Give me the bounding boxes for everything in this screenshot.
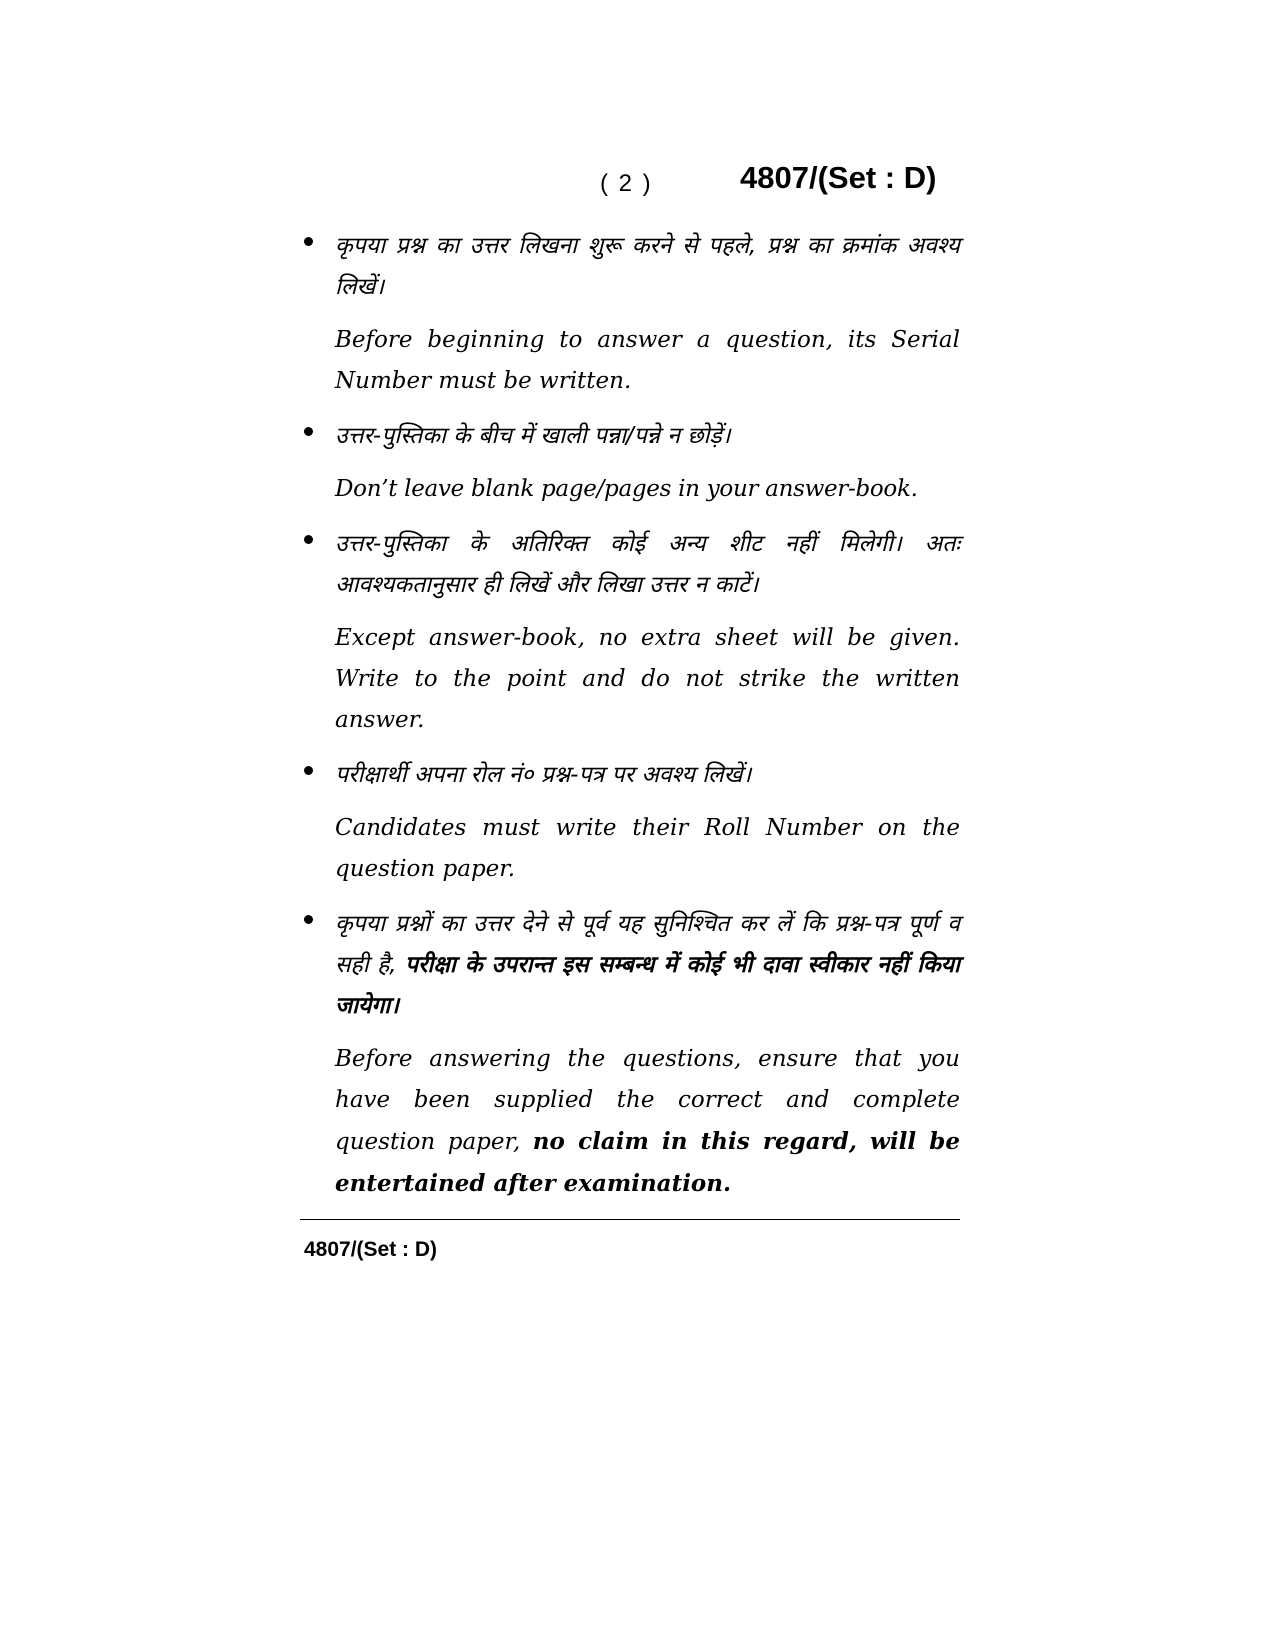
instruction-english-bold: no claim in this regard, will be entertained after examination. <box>335 1128 960 1197</box>
bullet-icon <box>304 535 313 544</box>
instruction-item <box>300 524 960 741</box>
instruction-item <box>300 904 960 1205</box>
instruction-hindi: परीक्षार्थी अपना रोल नं० प्रश्न-पत्र पर अवश्य लिखें। <box>335 762 752 788</box>
instruction-english <box>335 1039 960 1205</box>
page-number: ( 2 ) <box>600 170 653 197</box>
instruction-english: Don’t leave blank page/pages in your answer-book. <box>335 476 918 502</box>
divider-rule <box>300 1219 960 1220</box>
instruction-english-text: Before answering the questions, ensure that you have been supplied the correct and complete question paper, <box>335 1046 960 1155</box>
instruction-hindi: कृपया प्रश्न का उत्तर लिखना शुरू करने से पहले, प्रश्न का क्रमांक अवश्य लिखें। <box>335 233 960 300</box>
page-code: 4807/(Set : D) <box>740 160 937 195</box>
instruction-english: Except answer-book, no extra sheet will be given. Write to the point and do not strike the written answer. <box>335 625 960 733</box>
bullet-icon <box>304 915 313 924</box>
instruction-item <box>300 416 960 510</box>
bullet-icon <box>304 427 313 436</box>
instruction-hindi: उत्तर-पुस्तिका के बीच में खाली पन्ना/पन्ने न छोड़ें। <box>335 423 731 449</box>
instruction-english: Candidates must write their Roll Number on the question paper. <box>335 815 960 882</box>
instructions-list <box>300 226 960 1220</box>
instruction-english: Before beginning to answer a question, its Serial Number must be written. <box>335 327 960 394</box>
instruction-hindi-bold: परीक्षा के उपरान्त इस सम्बन्ध में कोई भी दावा स्वीकार नहीं किया जायेगा। <box>335 952 960 1019</box>
instruction-item <box>300 755 960 890</box>
bullet-icon <box>304 237 313 246</box>
instruction-item <box>300 226 960 402</box>
bullet-icon <box>304 766 313 775</box>
instruction-hindi-text: कृपया प्रश्नों का उत्तर देने से पूर्व यह सुनिश्चित कर लें कि प्रश्न-पत्र पूर्ण व सही है, <box>335 911 960 978</box>
instruction-hindi <box>335 904 960 1027</box>
instruction-hindi: उत्तर-पुस्तिका के अतिरिक्त कोई अन्य शीट नहीं मिलेगी। अतः आवश्यकतानुसार ही लिखें और लिखा उत्तर न काटें। <box>335 531 960 598</box>
footer-code: 4807/(Set : D) <box>304 1238 438 1261</box>
